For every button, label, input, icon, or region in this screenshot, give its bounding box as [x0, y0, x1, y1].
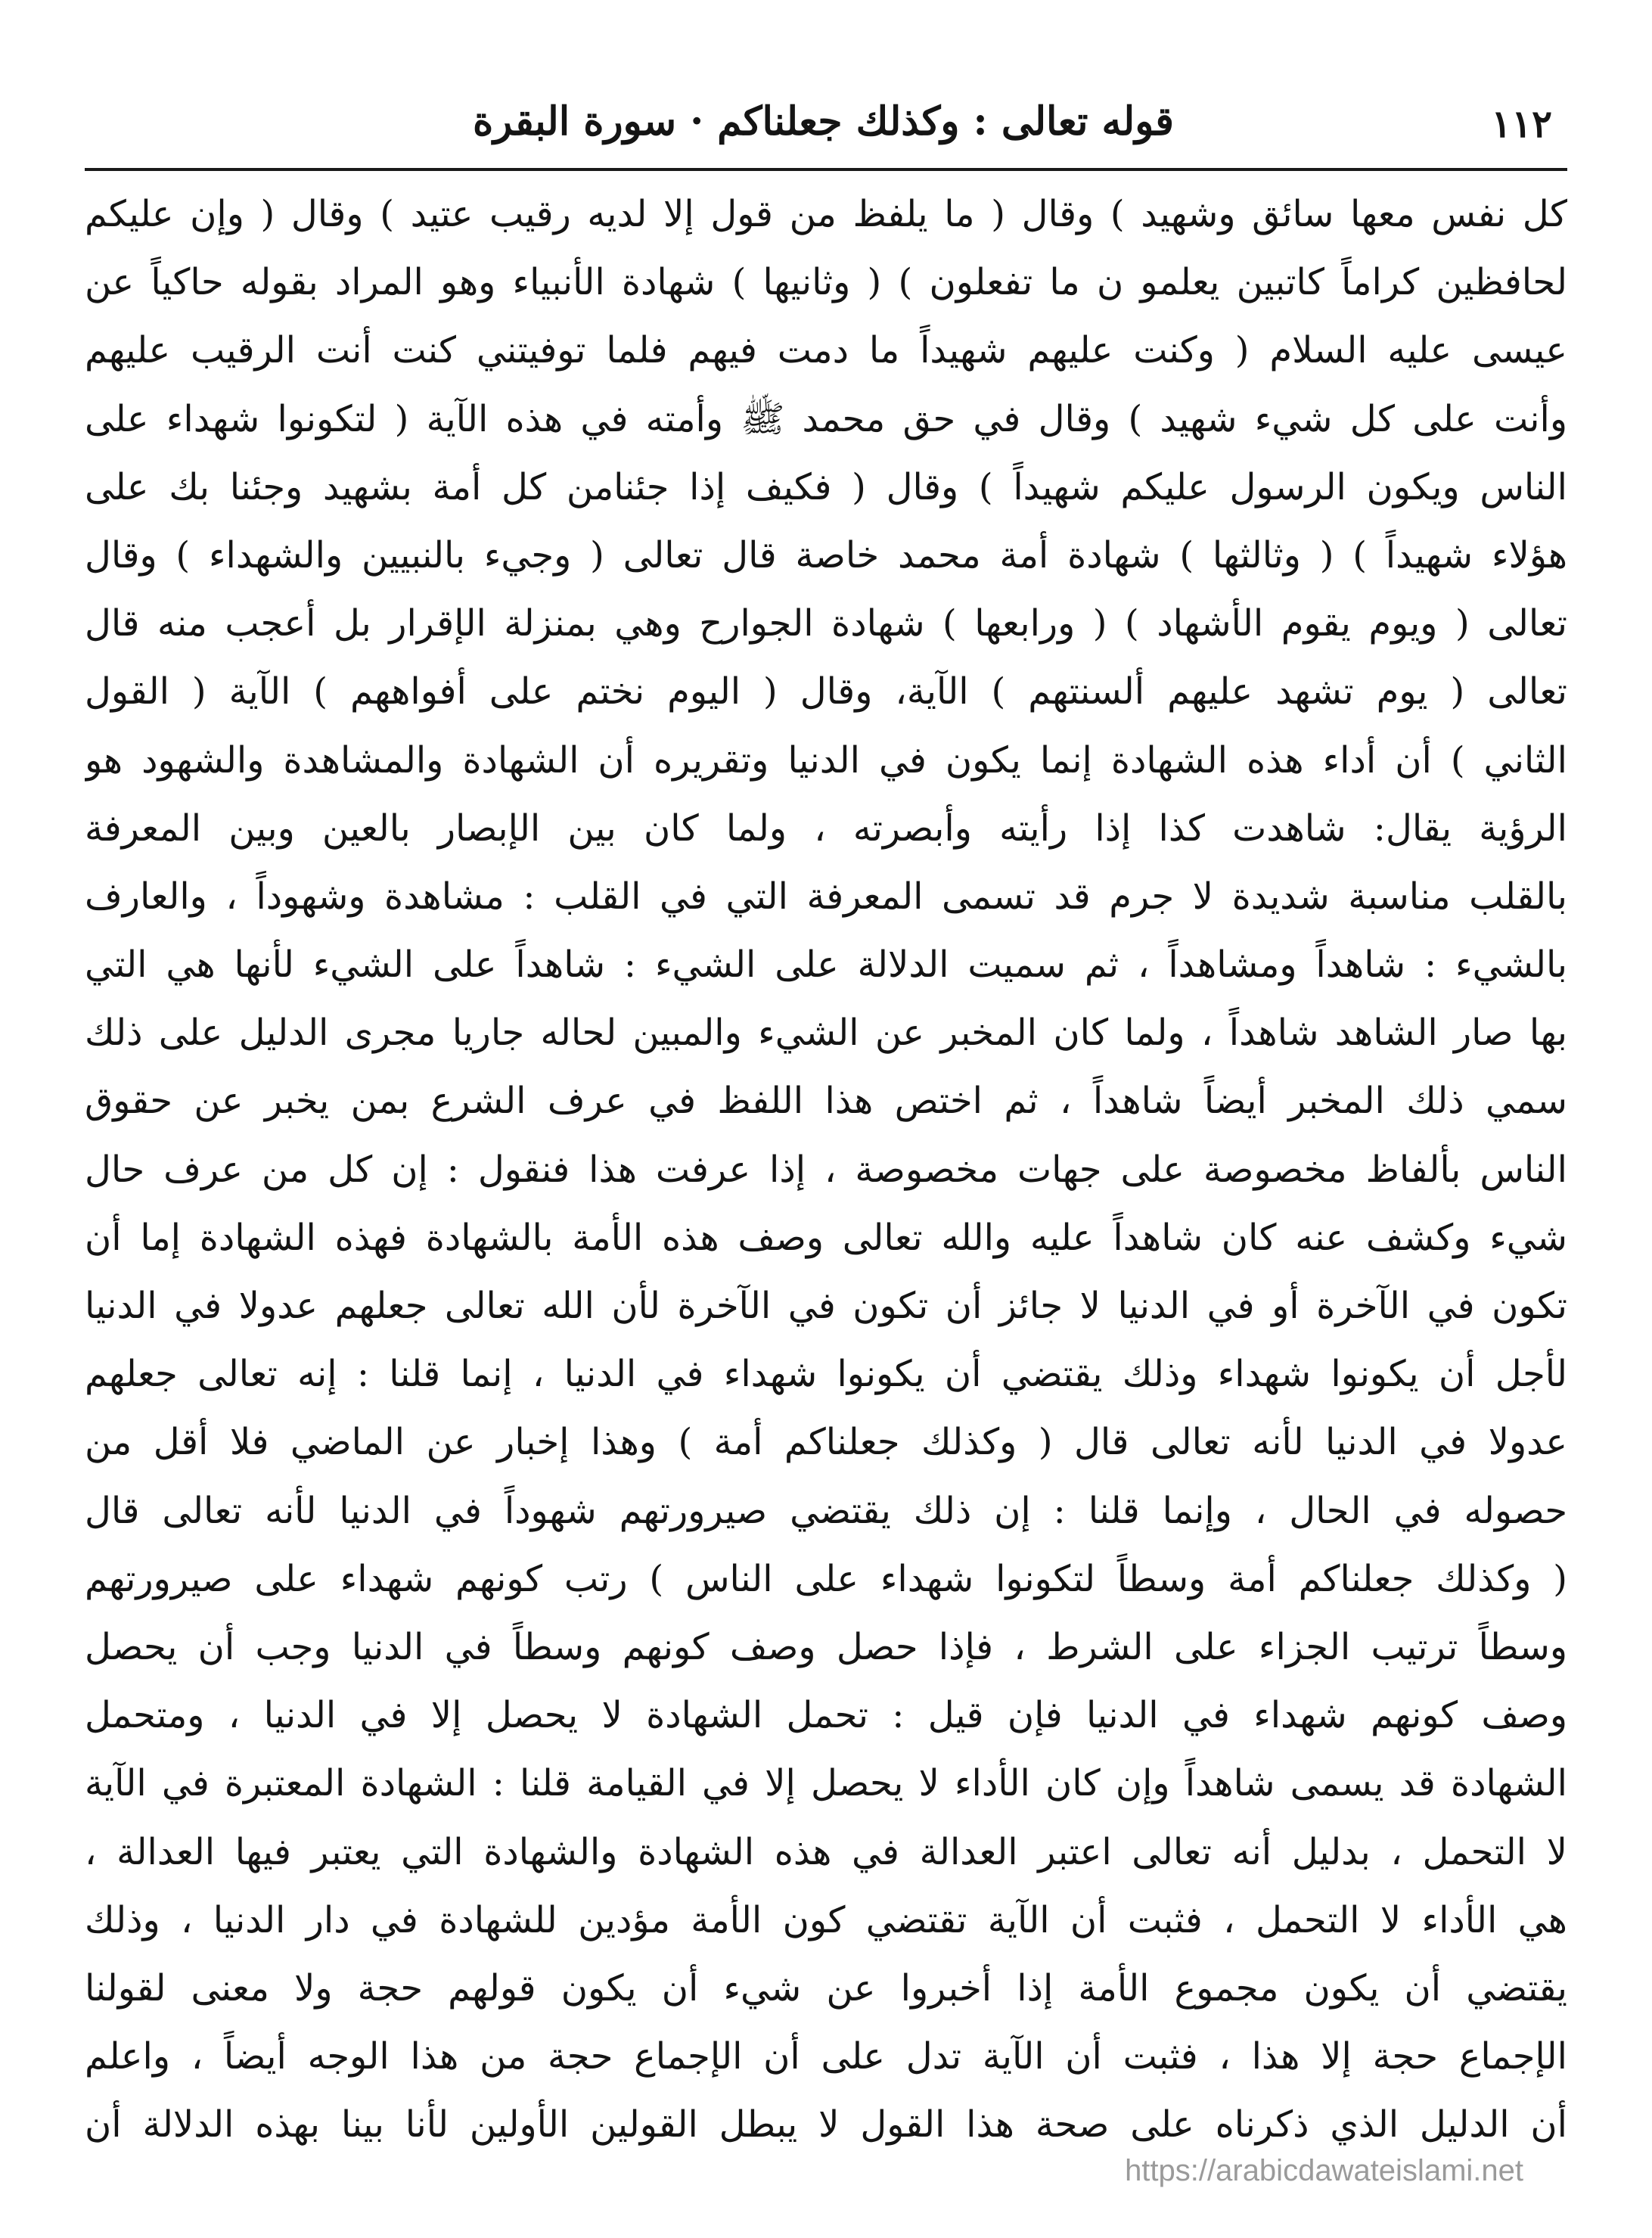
text-line: وسطاً ترتيب الجزاء على الشرط ، فإذا حصل وصف كونهم وسطاً في الدنيا وجب أن يحصل	[85, 1625, 1567, 1668]
text-line: الناس بألفاظ مخصوصة على جهات مخصوصة ، إذا عرفت هذا فنقول : إن كل من عرف حال	[85, 1148, 1567, 1191]
text-line: الرؤية يقال: شاهدت كذا إذا رأيته وأبصرته ، ولما كان بين الإبصار بالعين وبين المعرفة	[85, 807, 1567, 850]
text-line: بالقلب مناسبة شديدة لا جرم قد تسمى المعرفة التي في القلب : مشاهدة وشهوداً ، والعارف	[85, 875, 1567, 918]
page-number: ١١٢	[1491, 101, 1552, 146]
running-title-separator: ·	[690, 98, 704, 145]
text-line: لحافظين كراماً كاتبين يعلمو ن ما تفعلون ) ( وثانيها ) شهادة الأنبياء وهو المراد بقوله حاكياً عن	[85, 261, 1567, 304]
page-header	[85, 91, 1567, 163]
text-line: أن الدليل الذي ذكرناه على صحة هذا القول لا يبطل القولين الأولين لأنا بينا بهذه الدلالة أن	[85, 2103, 1567, 2146]
text-line: بالشيء : شاهداً ومشاهداً ، ثم سميت الدلالة على الشيء : شاهداً على الشيء لأنها هي التي	[85, 943, 1567, 987]
body-text	[85, 180, 1567, 2159]
text-line: تعالى ( يوم تشهد عليهم ألسنتهم ) الآية، وقال ( اليوم نختم على أفواههم ) الآية ( القول	[85, 670, 1567, 713]
running-title	[473, 98, 1174, 145]
text-line: لا التحمل ، بدليل أنه تعالى اعتبر العدالة في هذه الشهادة والشهادة التي يعتبر فيها العدالة ،	[85, 1830, 1567, 1873]
text-line: وصف كونهم شهداء في الدنيا فإن قيل : تحمل الشهادة لا يحصل إلا في الدنيا ، ومتحمل	[85, 1694, 1567, 1737]
text-line: بها صار الشاهد شاهداً ، ولما كان المخبر عن الشيء والمبين لحاله جاريا مجرى الدليل على ذلك	[85, 1012, 1567, 1055]
running-title-verse: قوله تعالى : وكذلك جعلناكم	[717, 98, 1174, 145]
text-line: يقتضي أن يكون مجموع الأمة إذا أخبروا عن شيء أن يكون قولهم حجة ولا معنى لقولنا	[85, 1966, 1567, 2010]
text-line: الناس ويكون الرسول عليكم شهيداً ) وقال ( فكيف إذا جئنامن كل أمة بشهيد وجئنا بك على	[85, 465, 1567, 508]
text-line: حصوله في الحال ، وإنما قلنا : إن ذلك يقتضي صيرورتهم شهوداً في الدنيا لأنه تعالى قال	[85, 1489, 1567, 1532]
text-line: تكون في الآخرة أو في الدنيا لا جائز أن تكون في الآخرة لأن الله تعالى جعلهم عدولا في الدنيا	[85, 1285, 1567, 1327]
text-line: عدولا في الدنيا لأنه تعالى قال ( وكذلك جعلناكم أمة ) وهذا إخبار عن الماضي فلا أقل من	[85, 1421, 1567, 1464]
text-line: الإجماع حجة إلا هذا ، فثبت أن الآية تدل على أن الإجماع حجة من هذا الوجه أيضاً ، واعلم	[85, 2035, 1567, 2078]
text-line: سمي ذلك المخبر أيضاً شاهداً ، ثم اختص هذا اللفظ في عرف الشرع بمن يخبر عن حقوق	[85, 1080, 1567, 1123]
watermark-url: https://arabicdawateislami.net	[1125, 2154, 1523, 2187]
text-line: الشهادة قد يسمى شاهداً وإن كان الأداء لا يحصل إلا في القيامة قلنا : الشهادة المعتبرة في الآية	[85, 1762, 1567, 1805]
text-line: تعالى ( ويوم يقوم الأشهاد ) ( ورابعها ) شهادة الجوارح وهي بمنزلة الإقرار بل أعجب منه قال	[85, 602, 1567, 645]
running-title-surah: سورة البقرة	[472, 98, 677, 145]
text-line: هي الأداء لا التحمل ، فثبت أن الآية تقتضي كون الأمة مؤدين للشهادة في دار الدنيا ، وذلك	[85, 1898, 1567, 1941]
text-line: ( وكذلك جعلناكم أمة وسطاً لتكونوا شهداء على الناس ) رتب كونهم شهداء على صيرورتهم	[85, 1557, 1567, 1600]
text-line: لأجل أن يكونوا شهداء وذلك يقتضي أن يكونوا شهداء في الدنيا ، إنما قلنا : إنه تعالى جعلهم	[85, 1353, 1567, 1396]
text-line: عيسى عليه السلام ( وكنت عليهم شهيداً ما دمت فيهم فلما توفيتني كنت أنت الرقيب عليهم	[85, 329, 1567, 372]
text-line: الثاني ) أن أداء هذه الشهادة إنما يكون في الدنيا وتقريره أن الشهادة والمشاهدة والشهود هو	[85, 738, 1567, 782]
text-line: شيء وكشف عنه كان شاهداً عليه والله تعالى وصف هذه الأمة بالشهادة فهذه الشهادة إما أن	[85, 1216, 1567, 1259]
text-line: هؤلاء شهيداً ) ( وثالثها ) شهادة أمة محمد خاصة قال تعالى ( وجيء بالنبيين والشهداء ) وقال	[85, 533, 1567, 577]
header-rule	[85, 168, 1567, 171]
text-line: كل نفس معها سائق وشهيد ) وقال ( ما يلفظ من قول إلا لديه رقيب عتيد ) وقال ( وإن عليكم	[85, 193, 1567, 235]
text-line: وأنت على كل شيء شهيد ) وقال في حق محمد ﷺ وأمته في هذه الآية ( لتكونوا شهداء على	[85, 397, 1567, 440]
